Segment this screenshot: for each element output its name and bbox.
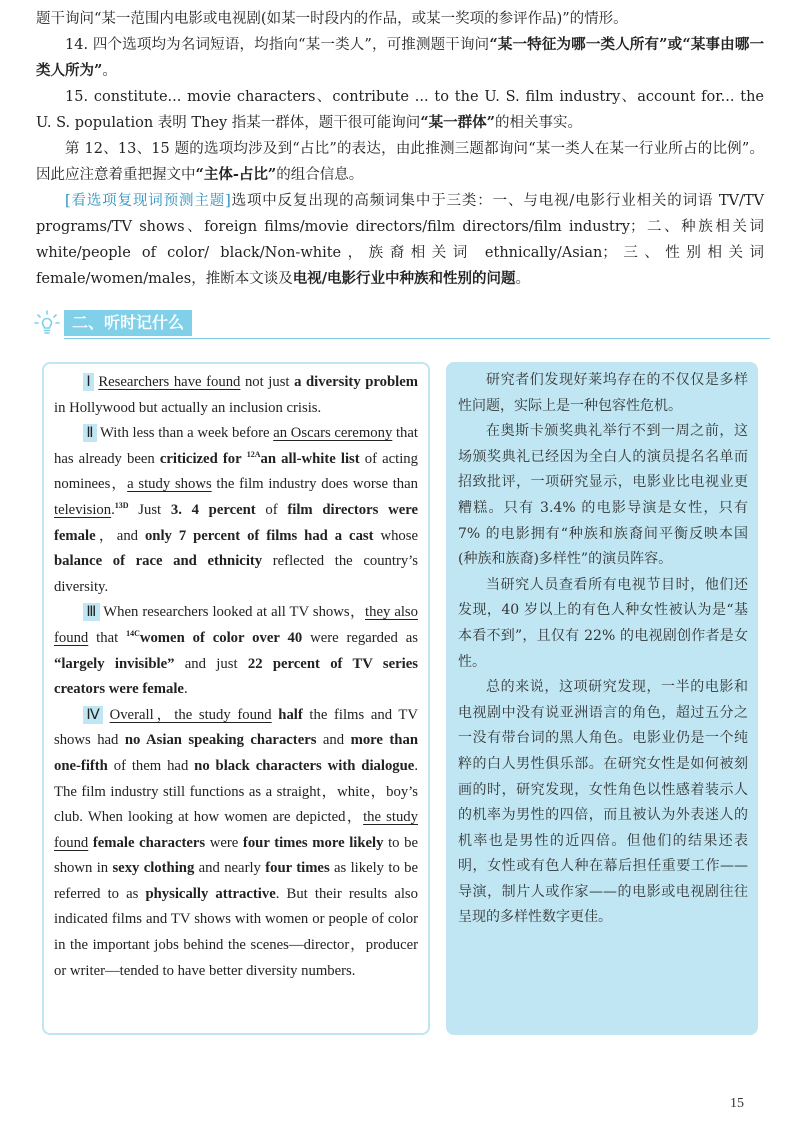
section-title: 二、听时记什么 <box>64 310 192 336</box>
transcript-paragraph-1: Ⅰ Researchers have found not just a diversity problem in Hollywood but actually an inclusion crisis. <box>54 374 419 416</box>
paragraph-number: Ⅱ <box>83 424 96 442</box>
transcript-paragraph-2: Ⅱ With less than a week before an Oscars ceremony that has already been criticized for $^{12A}$an all-white list of acting nominees，a study shows the film industry does worse than television.$^{13D}$ Just 3. 4 percent of film directors were female，and only 7 percent of films had a cast whose balance of race and ethnicity reflected the country’s diversity. <box>54 425 418 595</box>
question-marker: 12A <box>246 449 261 459</box>
transcript-paragraph-4: Ⅳ Overall，the study found half the films and TV shows had no Asian speaking characters and more than one-fifth of them had no black characters with dialogue. The film industry still functions as a straight，white，boy’s club. When looking at how women are depicted，the study found female characters were four times more likely to be shown in sexy clothing and nearly four times as likely to be referred to as physically attractive. But their results also indicated films and TV shows with women or people of color in the important jobs behind the scenes—director，producer or writer—tended to have better diversity numbers. <box>54 706 419 979</box>
page-number: 15 <box>730 1096 744 1111</box>
question-marker: 13D <box>114 501 129 511</box>
translation-paragraph-2: 在奥斯卡颁奖典礼举行不到一周之前，这场颁奖典礼已经因为全白人的演员提名名单而招致批评，一项研究显示，电影业比电视业更糟糕。只有 3.4% 的电影导演是女性，只有 7% 的电影拥有“种族和族裔间平衡反映本国(种族和族裔)多样性”的演员阵容。 <box>458 423 748 568</box>
translation-paragraph-1: 研究者们发现好莱坞存在的不仅仅是多样性问题，实际上是一种包容性危机。 <box>458 372 748 414</box>
note-paragraph-1: 题干询问“某一范围内电影或电视剧(如某一时段内的作品，或某一奖项的参评作品)”的情形。 <box>36 11 628 27</box>
note-paragraph-summary: 第 12、13、15 题的选项均涉及到“占比”的表达，由此推测三题都询问“某一类人在某一行业所占的比例”。因此应注意着重把握文中“主体-占比”的组合信息。 <box>36 141 764 183</box>
section-header <box>30 308 770 338</box>
translation-paragraph-3: 当研究人员查看所有电视节目时，他们还发现，40 岁以上的有色人种女性被认为是“基本看不到”，且仅有 22% 的电视剧创作者是女性。 <box>458 576 748 670</box>
note-paragraph-predict: [看选项复现词预测主题]选项中反复出现的高频词集中于三类：一、与电视/电影行业相关的词语 TV/TV programs/TV shows、foreign films/movie directors/film directors/film industry；二、种族相关词 white/people of color/ black/Non-white，族裔相关词 ethnically/Asian；三、性别相关词 female/women/males，推断本文谈及电视/电影行业中种族和性别的问题。 <box>36 193 764 287</box>
note-paragraph-14: 14. 四个选项均为名词短语，均指向“某一类人”，可推测题干询问“某一特征为哪一类人所有”或“某事由哪一类人所为”。 <box>36 36 764 79</box>
translation-paragraph-4: 总的来说，这项研究发现，一半的电影和电视剧中没有说亚洲语言的角色，超过五分之一没有带台词的黑人角色。电影业仍是一个纯粹的白人男性俱乐部。在研究女性是如何被刻画的时，研究发现，女性角色以性感着装示人的机率为男性的四倍，而且被认为外表迷人的机率也是男性的近四倍。但他们的结果还表明，女性或有色人种在幕后担任重要工作——导演，制片人或作家——的电影或电视剧往往呈现的多样性数字更佳。 <box>458 679 748 926</box>
chinese-translation <box>446 362 758 1035</box>
question-marker: 14C <box>126 629 140 639</box>
english-transcript <box>42 362 430 1035</box>
paragraph-number: Ⅰ <box>83 373 93 391</box>
paragraph-number: Ⅲ <box>83 603 99 621</box>
lightbulb-icon <box>34 310 60 336</box>
strategy-tag: [看选项复现词预测主题] <box>65 193 231 209</box>
intro-notes <box>36 6 764 292</box>
note-paragraph-15: 15. constitute... movie characters、contribute ... to the U. S. film industry、account for... the U. S. population 表明 They 指某一群体，题干很可能询问“某一群体”的相关事实。 <box>36 89 764 131</box>
section-divider <box>64 338 770 339</box>
paragraph-number: Ⅳ <box>83 706 103 724</box>
transcript-paragraph-3: Ⅲ When researchers looked at all TV shows，they also found that $^{14C}$women of color over 40 were regarded as “largely invisible” and just 22 percent of TV series creators were female. <box>54 604 418 698</box>
